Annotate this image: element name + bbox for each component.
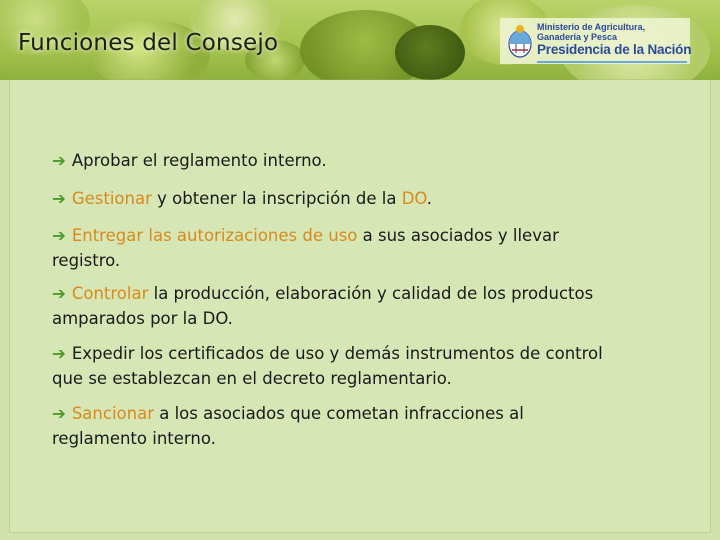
logo-ministry-text: Ministerio de Agricultura, Ganadería y Pesca [537, 22, 646, 42]
item-text: Expedir los certificados de uso y demás instrumentos de control que se establezcan en el decreto reglamentario. [52, 344, 603, 388]
list-item [52, 281, 612, 331]
arrow-right-icon: ➔ [52, 151, 66, 170]
highlighted-text: Gestionar [71, 189, 152, 208]
item-text: a sus asociados y llevar registro. [52, 226, 559, 270]
item-text: la producción, elaboración y calidad de los productos amparados por la DO. [52, 284, 594, 328]
logo-presidency-text: Presidencia de la Nación [537, 42, 692, 57]
arrow-right-icon: ➔ [52, 344, 66, 363]
list-item [52, 148, 612, 173]
list-item [52, 401, 612, 451]
arrow-right-icon: ➔ [52, 226, 66, 245]
highlighted-text: Sancionar [71, 404, 154, 423]
list-item [52, 341, 612, 391]
highlighted-text: DO [401, 189, 427, 208]
page-title: Funciones del Consejo [18, 30, 279, 56]
arrow-right-icon: ➔ [52, 189, 66, 208]
list-item [52, 186, 612, 211]
banner-decoration [395, 25, 465, 80]
logo-divider [537, 61, 687, 63]
item-text: . [426, 189, 432, 208]
highlighted-text: Entregar las autorizaciones de uso [71, 226, 358, 245]
item-text: a los asociados que cometan infracciones al reglamento interno. [52, 404, 524, 448]
arrow-right-icon: ➔ [52, 284, 66, 303]
arrow-right-icon: ➔ [52, 404, 66, 423]
coat-of-arms-icon [506, 24, 534, 60]
item-text: y obtener la inscripción de la [151, 189, 402, 208]
highlighted-text: Controlar [71, 284, 149, 303]
list-item [52, 223, 612, 273]
item-text: Aprobar el reglamento interno. [71, 151, 327, 170]
